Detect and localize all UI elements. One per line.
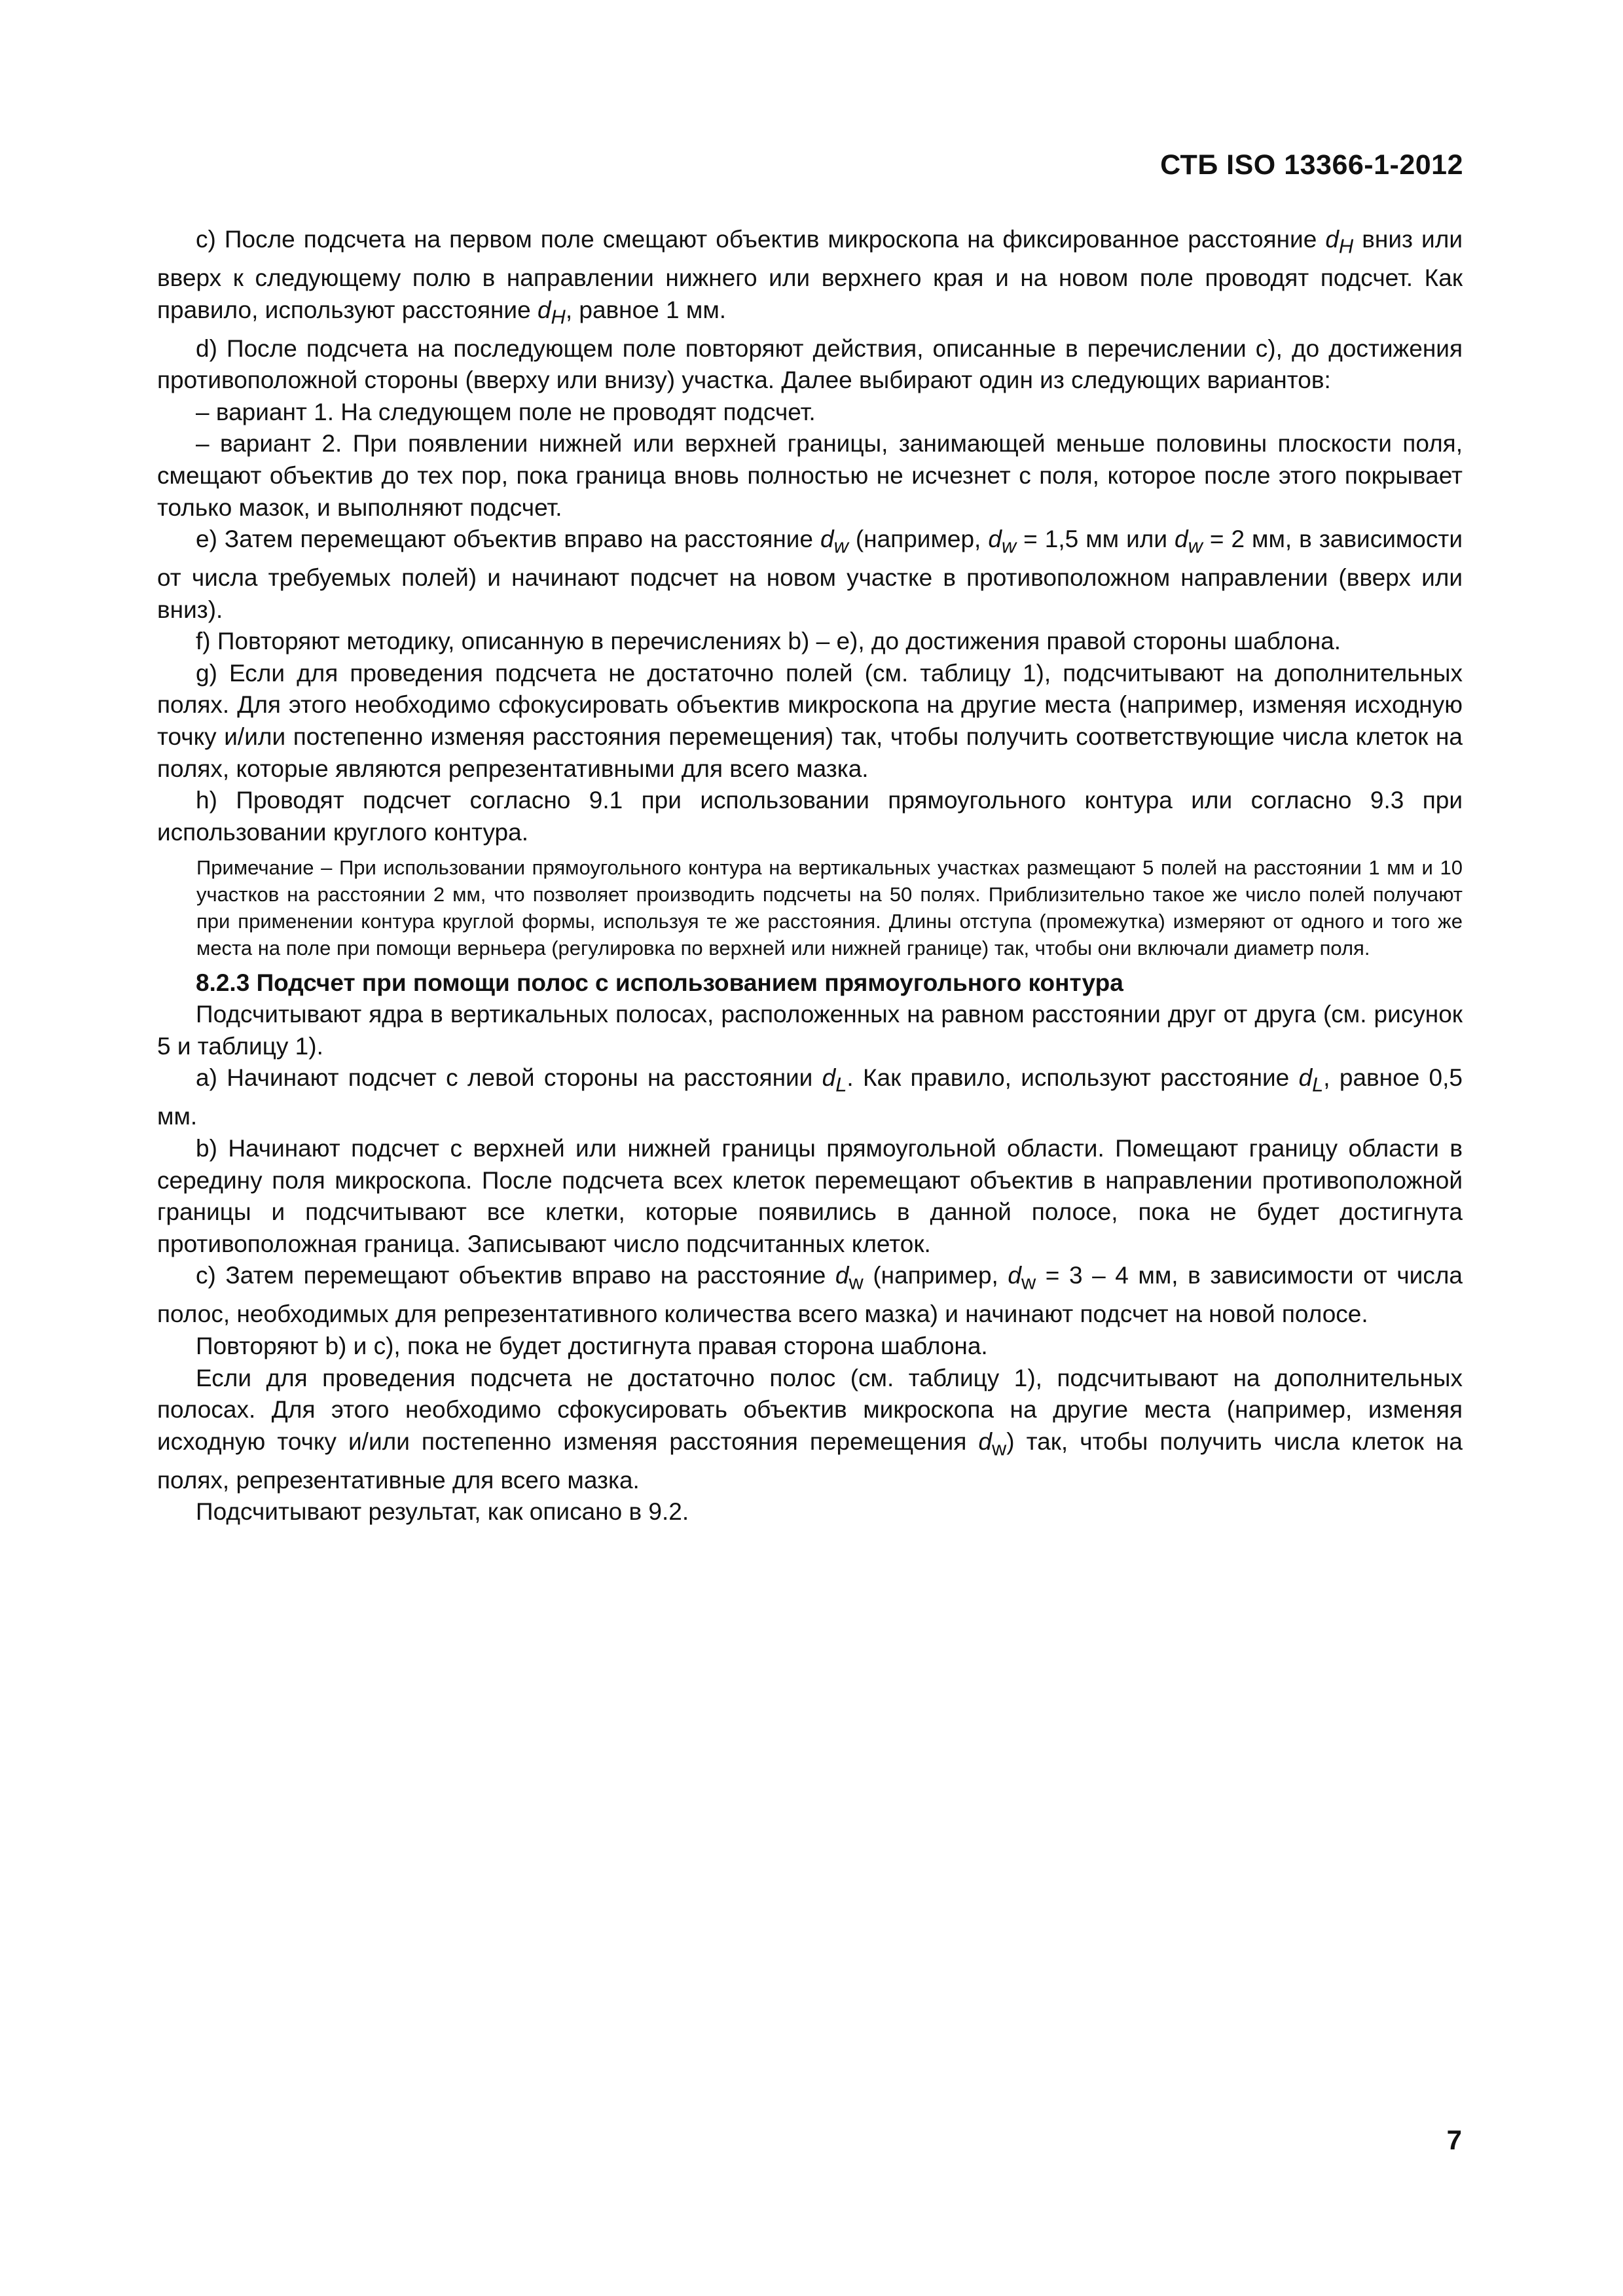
note-paragraph: Примечание – При использовании прямоугольного контура на вертикальных участках размещают 5 полей на расстоянии 1 мм и 10 участков на расстоянии 2 мм, что позволяет производить подсчеты на 50 полях. Приблизительно такое же число полей получают при применении контура круглой формы, используя те же расстояния. Длины отступа (промежутка) измеряют от одного и того же места на поле при помощи верньера (регулировка по верхней или нижней границе) так, чтобы они включали диаметр поля. [196,856,1463,960]
variable: d [1008,1262,1021,1289]
variable-subscript: L [835,1073,847,1096]
text-run: Если для проведения подсчета не достаточно полос (см. таблицу 1), подсчитывают на дополнительных полосах. Для этого необходимо сфокусировать объектив микроскопа на другие места (например, изменяя исходную точку и/или постепенно изменяя расстояния перемещения [157,1364,1463,1455]
variable-subscript: w [848,1270,864,1294]
text-run: e) Затем перемещают объектив вправо на расстояние [196,526,820,553]
variable-subscript: H [1338,234,1354,258]
paragraph-b: b) Начинают подсчет с верхней или нижней границы прямоугольной области. Помещают границу области в середину поля микроскопа. После подсчета всех клеток перемещают объектив в направлении противоположной границы и подсчитывают все клетки, которые появились в данной полосе, пока не будет достигнута противоположная граница. Записывают число подсчитанных клеток. [157,1135,1463,1257]
paragraph-g: g) Если для проведения подсчета не достаточно полей (см. таблицу 1), подсчитывают на дополнительных полях. Для этого необходимо сфокусировать объектив микроскопа на другие места (например, изменяя исходную точку и/или постепенно изменяя расстояния перемещения) так, чтобы получить соответствующие числа клеток на полях, которые являются репрезентативными для всего мазка. [157,659,1463,782]
text-run: , равное 1 мм. [565,296,727,323]
document-body [157,224,1463,1528]
section-heading-8-2-3: 8.2.3 Подсчет при помощи полос с использованием прямоугольного контура [196,969,1123,996]
variable: d [820,526,834,553]
paragraph-additional-stripes [157,1363,1463,1497]
variable-subscript: w [1188,534,1203,558]
variable: d [988,526,1002,553]
paragraph-intro: Подсчитывают ядра в вертикальных полосах, расположенных на равном расстоянии друг от друга (см. рисунок 5 и таблицу 1). [157,1001,1463,1060]
paragraph-e [157,524,1463,626]
text-run: вниз или вверх к следующему полю в направлении нижнего или верхнего края и на новом поле проводят подсчет. Как правило, используют расстояние [157,226,1463,323]
text-run: ) так, чтобы получить числа клеток на полях, репрезентативные для всего мазка. [157,1427,1463,1494]
text-run: c) Затем перемещают объектив вправо на расстояние [196,1262,835,1289]
variable-subscript: w [833,534,848,558]
variable: d [835,1262,849,1289]
paragraph-d: d) После подсчета на последующем поле повторяют действия, описанные в перечислении с), до достижения противоположной стороны (вверху или внизу) участка. Далее выбирают один из следующих вариантов: [157,334,1463,394]
paragraph-c2 [157,1260,1463,1331]
text-run: c) После подсчета на первом поле смещают объектив микроскопа на фиксированное расстояние [196,226,1326,253]
paragraph-variant-1: – вариант 1. На следующем поле не проводят подсчет. [196,398,816,425]
paragraph-a [157,1062,1463,1133]
paragraph-result: Подсчитывают результат, как описано в 9.2. [196,1498,689,1526]
text-run: = 1,5 мм или [1016,526,1175,553]
variable-subscript: w [1001,534,1017,558]
variable: d [1325,226,1339,253]
text-run: . Как правило, используют расстояние [847,1064,1299,1092]
document-id-header: СТБ ISO 13366-1-2012 [1160,149,1463,181]
variable-subscript: L [1312,1073,1324,1096]
variable-subscript: w [992,1437,1007,1460]
variable: d [822,1064,836,1092]
text-run: = 3 – 4 мм, в зависимости от числа полос, необходимых для репрезентативного количества всего мазка) и начинают подсчет на новой полосе. [157,1262,1463,1328]
variable: d [978,1427,992,1455]
variable: d [537,296,551,323]
variable-subscript: w [1021,1270,1036,1294]
page-number: 7 [1446,2125,1462,2155]
paragraph-f: f) Повторяют методику, описанную в перечислениях b) – e), до достижения правой стороны шаблона. [196,628,1341,655]
text-run: a) Начинают подсчет с левой стороны на расстоянии [196,1064,822,1092]
text-run: = 2 мм, в зависимости от числа требуемых полей) и начинают подсчет на новом участке в противоположном направлении (вверх или вниз). [157,526,1463,623]
paragraph-h: h) Проводят подсчет согласно 9.1 при использовании прямоугольного контура или согласно 9.3 при использовании круглого контура. [157,787,1463,846]
variable: d [1298,1064,1313,1092]
paragraph-repeat: Повторяют b) и c), пока не будет достигнута правая сторона шаблона. [196,1332,988,1359]
text-run: (например, [848,526,989,553]
paragraph-variant-2: – вариант 2. При появлении нижней или верхней границы, занимающей меньше половины плоскости поля, смещают объектив до тех пор, пока граница вновь полностью не исчезнет с поля, которое после этого покрывает только мазок, и выполняют подсчет. [157,430,1463,521]
paragraph-c [157,224,1463,333]
text-run: , равное 0,5 мм. [157,1064,1463,1130]
variable: d [1175,526,1188,553]
variable-subscript: H [551,304,566,328]
text-run: (например, [863,1262,1008,1289]
